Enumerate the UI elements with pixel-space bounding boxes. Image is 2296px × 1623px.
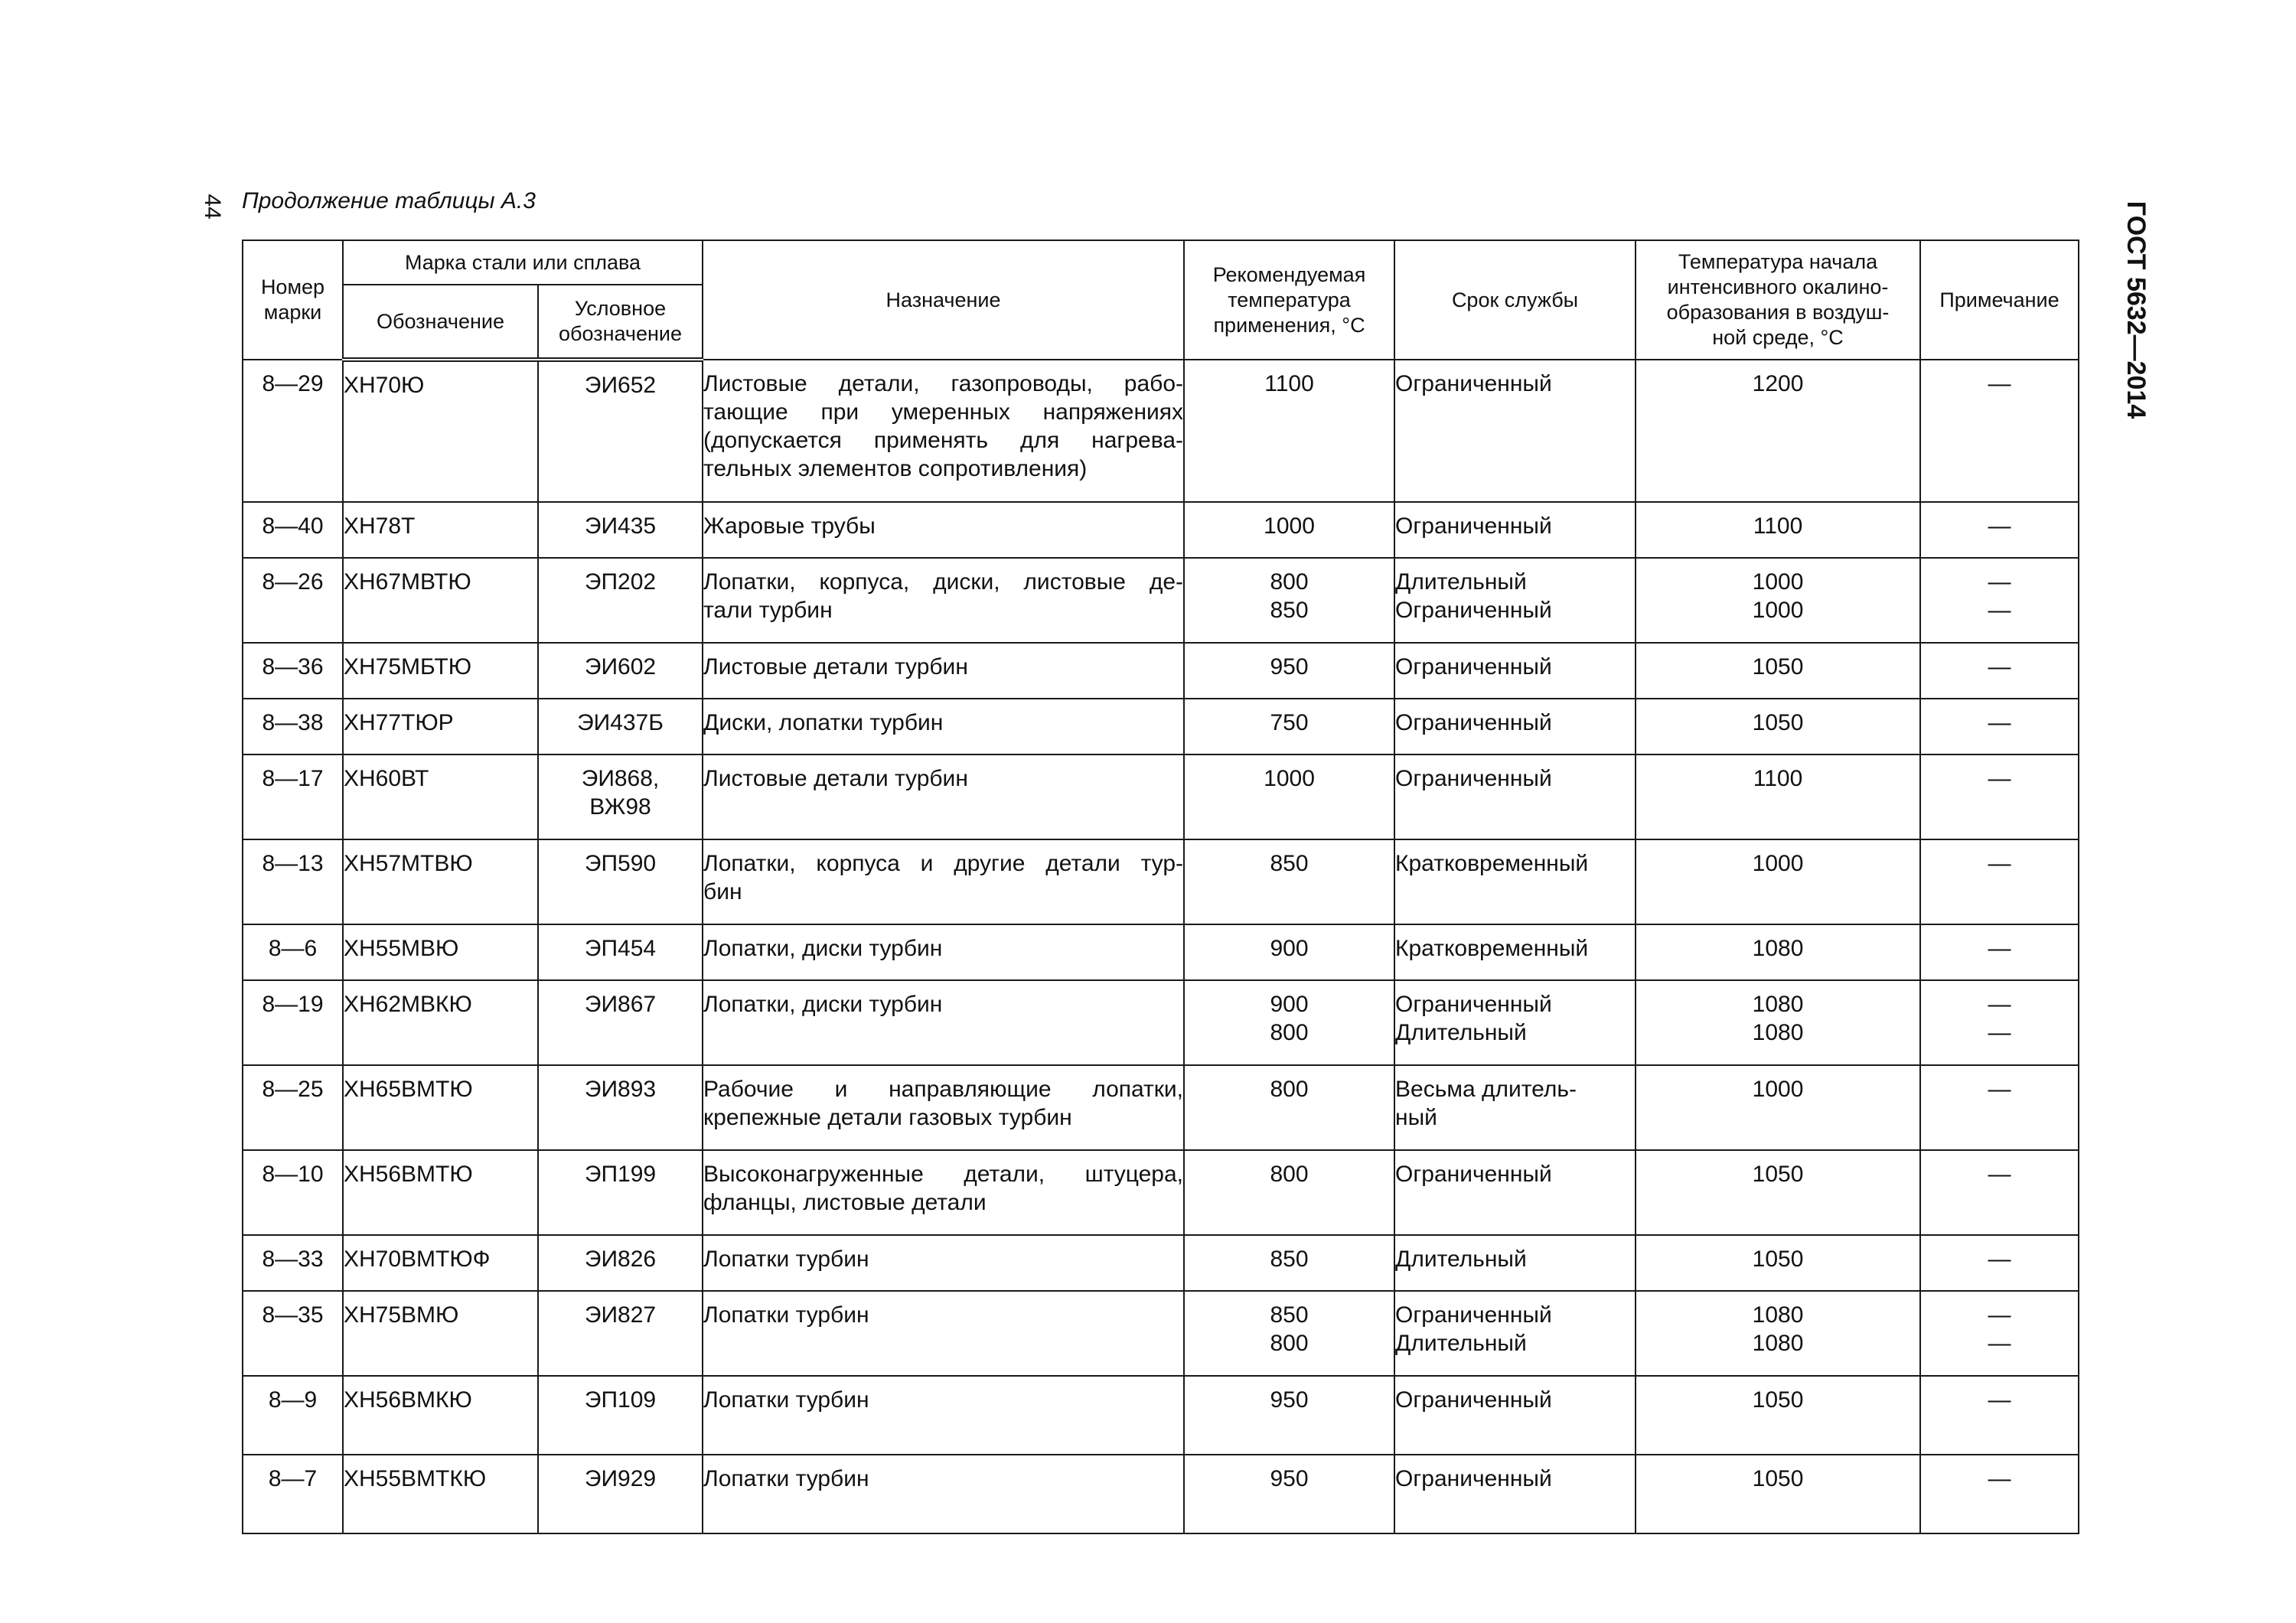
cell-line: 1100 bbox=[1264, 371, 1314, 396]
cell-grade-number: 8—29 bbox=[243, 360, 343, 502]
cell-conventional-designation bbox=[538, 699, 703, 754]
cell-line: — bbox=[1988, 1466, 2011, 1491]
cell-designation: ХН56ВМТЮ bbox=[343, 1150, 538, 1235]
cell-line: — bbox=[1988, 371, 2011, 396]
cell-note bbox=[1920, 980, 2079, 1065]
cell-line: 1000 bbox=[1752, 1077, 1804, 1102]
cell-service-life bbox=[1394, 980, 1636, 1065]
cell-grade-number: 8—40 bbox=[243, 502, 343, 558]
cell-line: — bbox=[1988, 1077, 2011, 1102]
cell-line: ЭП199 bbox=[584, 1162, 657, 1187]
cell-line: (допускается применять для нагрева- bbox=[703, 428, 1184, 453]
cell-grade-number: 8—7 bbox=[243, 1455, 343, 1533]
cell-purpose bbox=[703, 924, 1184, 980]
cell-designation: ХН55ВМТКЮ bbox=[343, 1455, 538, 1533]
cell-note bbox=[1920, 558, 2079, 643]
header-text: температура bbox=[1228, 288, 1351, 311]
cell-line: 1080 bbox=[1752, 992, 1804, 1017]
cell-scaling-temperature bbox=[1636, 839, 1920, 924]
cell-line: 1080 bbox=[1752, 1020, 1804, 1045]
cell-purpose bbox=[703, 502, 1184, 558]
cell-line: фланцы, листовые детали bbox=[703, 1190, 987, 1215]
standard-code: ГОСТ 5632—2014 bbox=[2122, 200, 2151, 419]
cell-line: ЭИ602 bbox=[584, 654, 657, 680]
header-text: Условное bbox=[574, 297, 667, 320]
cell-service-life bbox=[1394, 754, 1636, 839]
cell-scaling-temperature bbox=[1636, 502, 1920, 558]
cell-purpose bbox=[703, 1150, 1184, 1235]
cell-designation: ХН57МТВЮ bbox=[343, 839, 538, 924]
cell-line: 800 bbox=[1270, 1077, 1309, 1102]
header-text: Температура начала bbox=[1678, 250, 1878, 273]
cell-conventional-designation bbox=[538, 1150, 703, 1235]
cell-scaling-temperature bbox=[1636, 924, 1920, 980]
cell-line: тельных элементов сопротивления) bbox=[703, 456, 1088, 481]
cell-grade-number: 8—33 bbox=[243, 1235, 343, 1291]
cell-line: 800 bbox=[1270, 1331, 1309, 1356]
cell-line: Лопатки, корпуса, диски, листовые де- bbox=[703, 569, 1184, 595]
cell-line: ЭИ868, bbox=[581, 766, 660, 791]
cell-conventional-designation bbox=[538, 924, 703, 980]
cell-note bbox=[1920, 360, 2079, 502]
cell-line: 1000 bbox=[1752, 569, 1804, 595]
cell-grade-number: 8—25 bbox=[243, 1065, 343, 1150]
cell-note bbox=[1920, 1235, 2079, 1291]
cell-conventional-designation bbox=[538, 1291, 703, 1376]
cell-service-life bbox=[1394, 1235, 1636, 1291]
table-row bbox=[243, 924, 2079, 980]
cell-purpose bbox=[703, 1065, 1184, 1150]
table-row bbox=[243, 754, 2079, 839]
cell-line: Ограниченный bbox=[1395, 598, 1552, 623]
cell-purpose bbox=[703, 1376, 1184, 1455]
cell-line: Ограниченный bbox=[1395, 1466, 1552, 1491]
cell-line: Ограниченный bbox=[1395, 654, 1552, 680]
table-row bbox=[243, 643, 2079, 699]
cell-line: Ограниченный bbox=[1395, 1162, 1552, 1187]
cell-line: — bbox=[1988, 1302, 2011, 1328]
cell-recommended-temperature bbox=[1184, 1235, 1394, 1291]
cell-purpose bbox=[703, 980, 1184, 1065]
cell-note bbox=[1920, 1291, 2079, 1376]
cell-note bbox=[1920, 1376, 2079, 1455]
cell-purpose bbox=[703, 360, 1184, 502]
cell-line: ЭП454 bbox=[584, 936, 657, 961]
cell-designation: ХН75МБТЮ bbox=[343, 643, 538, 699]
cell-service-life bbox=[1394, 839, 1636, 924]
cell-line: 850 bbox=[1270, 1302, 1309, 1328]
cell-service-life bbox=[1394, 643, 1636, 699]
cell-line: ЭИ435 bbox=[584, 513, 657, 539]
cell-purpose bbox=[703, 1455, 1184, 1533]
cell-line: Кратковременный bbox=[1395, 851, 1589, 876]
cell-line: Лопатки турбин bbox=[703, 1302, 869, 1328]
cell-line: Длительный bbox=[1395, 1020, 1527, 1045]
table-row bbox=[243, 839, 2079, 924]
cell-designation: ХН56ВМКЮ bbox=[343, 1376, 538, 1455]
cell-line: Весьма длитель- bbox=[1395, 1077, 1577, 1102]
cell-purpose bbox=[703, 558, 1184, 643]
cell-grade-number: 8—17 bbox=[243, 754, 343, 839]
header-text: применения, °C bbox=[1213, 313, 1365, 337]
cell-note bbox=[1920, 699, 2079, 754]
cell-recommended-temperature bbox=[1184, 360, 1394, 502]
cell-line: 1080 bbox=[1752, 1331, 1804, 1356]
cell-line: 850 bbox=[1270, 598, 1309, 623]
cell-line: Длительный bbox=[1395, 1331, 1527, 1356]
table-row bbox=[243, 1150, 2079, 1235]
cell-line: — bbox=[1988, 598, 2011, 623]
cell-recommended-temperature bbox=[1184, 1065, 1394, 1150]
cell-recommended-temperature bbox=[1184, 1455, 1394, 1533]
cell-line: Кратковременный bbox=[1395, 936, 1589, 961]
cell-conventional-designation bbox=[538, 643, 703, 699]
cell-line: — bbox=[1988, 1247, 2011, 1272]
cell-designation: ХН75ВМЮ bbox=[343, 1291, 538, 1376]
cell-line: 800 bbox=[1270, 569, 1309, 595]
cell-line: ЭИ652 bbox=[584, 373, 657, 398]
header-purpose: Назначение bbox=[703, 240, 1184, 360]
cell-line: — bbox=[1988, 654, 2011, 680]
cell-line: Ограниченный bbox=[1395, 710, 1552, 735]
header-text: ной среде, °C bbox=[1712, 326, 1844, 349]
cell-designation: ХН70ВМТЮФ bbox=[343, 1235, 538, 1291]
cell-line: — bbox=[1988, 1162, 2011, 1187]
cell-note bbox=[1920, 1455, 2079, 1533]
cell-line: Ограниченный bbox=[1395, 371, 1552, 396]
cell-line: Длительный bbox=[1395, 569, 1527, 595]
cell-line: 750 bbox=[1270, 710, 1309, 735]
table-row bbox=[243, 699, 2079, 754]
table-row bbox=[243, 980, 2079, 1065]
cell-service-life bbox=[1394, 360, 1636, 502]
table-row bbox=[243, 1291, 2079, 1376]
cell-recommended-temperature bbox=[1184, 980, 1394, 1065]
cell-designation: ХН60ВТ bbox=[343, 754, 538, 839]
cell-line: Листовые детали турбин bbox=[703, 654, 968, 680]
cell-scaling-temperature bbox=[1636, 699, 1920, 754]
cell-conventional-designation bbox=[538, 754, 703, 839]
cell-service-life bbox=[1394, 1150, 1636, 1235]
cell-designation: ХН62МВКЮ bbox=[343, 980, 538, 1065]
header-grade-number bbox=[243, 240, 343, 360]
cell-line: — bbox=[1988, 936, 2011, 961]
cell-line: Ограниченный bbox=[1395, 513, 1552, 539]
header-conventional-designation bbox=[538, 285, 703, 360]
cell-note bbox=[1920, 924, 2079, 980]
cell-designation: ХН78Т bbox=[343, 502, 538, 558]
cell-grade-number: 8—10 bbox=[243, 1150, 343, 1235]
cell-line: 1050 bbox=[1752, 710, 1804, 735]
cell-line: ЭИ827 bbox=[584, 1302, 657, 1328]
cell-line: Ограниченный bbox=[1395, 992, 1552, 1017]
cell-line: Высоконагруженные детали, штуцера, bbox=[703, 1162, 1184, 1187]
cell-purpose bbox=[703, 699, 1184, 754]
cell-line: ЭП202 bbox=[584, 569, 657, 595]
cell-recommended-temperature bbox=[1184, 502, 1394, 558]
table-row bbox=[243, 1235, 2079, 1291]
cell-line: — bbox=[1988, 710, 2011, 735]
cell-grade-number: 8—26 bbox=[243, 558, 343, 643]
cell-recommended-temperature bbox=[1184, 924, 1394, 980]
cell-line: ЭИ867 bbox=[584, 992, 657, 1017]
cell-line: тали турбин bbox=[703, 598, 833, 623]
cell-note bbox=[1920, 1065, 2079, 1150]
cell-line: 1050 bbox=[1752, 1387, 1804, 1413]
cell-line: Рабочие и направляющие лопатки, bbox=[703, 1077, 1184, 1102]
cell-line: Лопатки турбин bbox=[703, 1247, 869, 1272]
table-row bbox=[243, 360, 2079, 502]
cell-grade-number: 8—6 bbox=[243, 924, 343, 980]
cell-service-life bbox=[1394, 502, 1636, 558]
cell-conventional-designation bbox=[538, 1455, 703, 1533]
cell-purpose bbox=[703, 1291, 1184, 1376]
header-recommended-temperature bbox=[1184, 240, 1394, 360]
cell-recommended-temperature bbox=[1184, 1150, 1394, 1235]
header-steel-group: Марка стали или сплава bbox=[343, 240, 703, 285]
cell-service-life bbox=[1394, 924, 1636, 980]
cell-line: Лопатки турбин bbox=[703, 1466, 869, 1491]
cell-line: 1050 bbox=[1752, 1466, 1804, 1491]
cell-recommended-temperature bbox=[1184, 1291, 1394, 1376]
cell-purpose bbox=[703, 1235, 1184, 1291]
cell-service-life bbox=[1394, 558, 1636, 643]
cell-line: Ограниченный bbox=[1395, 1387, 1552, 1413]
cell-line: Лопатки, диски турбин bbox=[703, 992, 943, 1017]
cell-recommended-temperature bbox=[1184, 839, 1394, 924]
table-row bbox=[243, 1065, 2079, 1150]
cell-service-life bbox=[1394, 1376, 1636, 1455]
cell-line: 1000 bbox=[1752, 851, 1804, 876]
cell-note bbox=[1920, 502, 2079, 558]
cell-line: 900 bbox=[1270, 992, 1309, 1017]
cell-recommended-temperature bbox=[1184, 558, 1394, 643]
cell-line: — bbox=[1988, 513, 2011, 539]
cell-line: ЭИ826 bbox=[584, 1247, 657, 1272]
cell-designation: ХН70Ю bbox=[343, 360, 538, 502]
cell-designation: ХН77ТЮР bbox=[343, 699, 538, 754]
cell-line: тающие при умеренных напряжениях bbox=[703, 399, 1184, 425]
cell-line: ный bbox=[1395, 1105, 1437, 1130]
cell-service-life bbox=[1394, 1065, 1636, 1150]
cell-line: — bbox=[1988, 851, 2011, 876]
cell-line: Жаровые трубы bbox=[703, 513, 876, 539]
cell-scaling-temperature bbox=[1636, 1376, 1920, 1455]
cell-grade-number: 8—19 bbox=[243, 980, 343, 1065]
cell-line: 1100 bbox=[1753, 513, 1803, 539]
cell-line: — bbox=[1988, 1020, 2011, 1045]
cell-line: 1050 bbox=[1752, 1162, 1804, 1187]
cell-line: ВЖ98 bbox=[589, 794, 651, 820]
cell-scaling-temperature bbox=[1636, 1291, 1920, 1376]
cell-line: 950 bbox=[1270, 1466, 1309, 1491]
table-body bbox=[243, 360, 2079, 1533]
cell-line: ЭП109 bbox=[584, 1387, 657, 1413]
cell-recommended-temperature bbox=[1184, 699, 1394, 754]
cell-service-life bbox=[1394, 1455, 1636, 1533]
cell-line: 1100 bbox=[1753, 766, 1803, 791]
cell-purpose bbox=[703, 839, 1184, 924]
cell-conventional-designation bbox=[538, 360, 703, 502]
cell-service-life bbox=[1394, 699, 1636, 754]
cell-line: Диски, лопатки турбин bbox=[703, 710, 944, 735]
cell-line: — bbox=[1988, 1387, 2011, 1413]
cell-line: — bbox=[1988, 766, 2011, 791]
header-service-life: Срок службы bbox=[1394, 240, 1636, 360]
page-number: 44 bbox=[200, 194, 225, 220]
table-row bbox=[243, 502, 2079, 558]
cell-line: 1080 bbox=[1752, 1302, 1804, 1328]
cell-line: 850 bbox=[1270, 851, 1309, 876]
cell-line: ЭИ929 bbox=[584, 1466, 657, 1491]
cell-line: — bbox=[1988, 1331, 2011, 1356]
header-note: Примечание bbox=[1920, 240, 2079, 360]
alloy-table bbox=[242, 240, 2079, 1534]
cell-line: Ограниченный bbox=[1395, 766, 1552, 791]
cell-line: 1050 bbox=[1752, 1247, 1804, 1272]
cell-service-life bbox=[1394, 1291, 1636, 1376]
cell-line: бин bbox=[703, 879, 742, 904]
cell-designation: ХН55МВЮ bbox=[343, 924, 538, 980]
cell-scaling-temperature bbox=[1636, 980, 1920, 1065]
cell-conventional-designation bbox=[538, 502, 703, 558]
table-row bbox=[243, 1455, 2079, 1533]
cell-grade-number: 8—36 bbox=[243, 643, 343, 699]
cell-line: 950 bbox=[1270, 1387, 1309, 1413]
cell-line: 1000 bbox=[1752, 598, 1804, 623]
cell-recommended-temperature bbox=[1184, 643, 1394, 699]
cell-scaling-temperature bbox=[1636, 754, 1920, 839]
cell-line: Ограниченный bbox=[1395, 1302, 1552, 1328]
cell-note bbox=[1920, 643, 2079, 699]
cell-grade-number: 8—38 bbox=[243, 699, 343, 754]
cell-scaling-temperature bbox=[1636, 558, 1920, 643]
cell-grade-number: 8—35 bbox=[243, 1291, 343, 1376]
table-caption: Продолжение таблицы А.3 bbox=[242, 188, 536, 213]
cell-line: Длительный bbox=[1395, 1247, 1527, 1272]
header-text: марки bbox=[263, 301, 322, 324]
cell-line: Лопатки, корпуса и другие детали тур- bbox=[703, 851, 1184, 876]
cell-note bbox=[1920, 1150, 2079, 1235]
cell-line: Листовые детали турбин bbox=[703, 766, 968, 791]
cell-conventional-designation bbox=[538, 1065, 703, 1150]
cell-line: 900 bbox=[1270, 936, 1309, 961]
cell-line: 1050 bbox=[1752, 654, 1804, 680]
header-text: обозначение bbox=[559, 322, 682, 345]
cell-scaling-temperature bbox=[1636, 1150, 1920, 1235]
cell-conventional-designation bbox=[538, 558, 703, 643]
header-designation: Обозначение bbox=[343, 285, 538, 360]
cell-line: Листовые детали, газопроводы, рабо- bbox=[703, 371, 1184, 396]
cell-recommended-temperature bbox=[1184, 1376, 1394, 1455]
cell-scaling-temperature bbox=[1636, 1235, 1920, 1291]
cell-line: — bbox=[1988, 992, 2011, 1017]
cell-line: Лопатки, диски турбин bbox=[703, 936, 943, 961]
cell-scaling-temperature bbox=[1636, 1065, 1920, 1150]
cell-conventional-designation bbox=[538, 1376, 703, 1455]
cell-recommended-temperature bbox=[1184, 754, 1394, 839]
cell-designation: ХН65ВМТЮ bbox=[343, 1065, 538, 1150]
cell-note bbox=[1920, 839, 2079, 924]
cell-scaling-temperature bbox=[1636, 360, 1920, 502]
cell-line: 1200 bbox=[1752, 371, 1804, 396]
cell-line: ЭП590 bbox=[584, 851, 657, 876]
header-text: интенсивного окалино- bbox=[1667, 275, 1889, 298]
table-row bbox=[243, 1376, 2079, 1455]
cell-line: 1000 bbox=[1264, 513, 1315, 539]
cell-conventional-designation bbox=[538, 980, 703, 1065]
cell-line: 800 bbox=[1270, 1162, 1309, 1187]
cell-line: ЭИ437Б bbox=[577, 710, 664, 735]
cell-line: 1080 bbox=[1752, 936, 1804, 961]
header-text: Номер bbox=[260, 275, 325, 298]
cell-line: крепежные детали газовых турбин bbox=[703, 1105, 1072, 1130]
cell-purpose bbox=[703, 754, 1184, 839]
cell-line: 800 bbox=[1270, 1020, 1309, 1045]
table-row bbox=[243, 558, 2079, 643]
cell-grade-number: 8—9 bbox=[243, 1376, 343, 1455]
header-text: образования в воздуш- bbox=[1666, 301, 1890, 324]
cell-scaling-temperature bbox=[1636, 1455, 1920, 1533]
header-scaling-temperature bbox=[1636, 240, 1920, 360]
cell-conventional-designation bbox=[538, 1235, 703, 1291]
cell-grade-number: 8—13 bbox=[243, 839, 343, 924]
cell-line: ЭИ893 bbox=[584, 1077, 657, 1102]
cell-designation: ХН67МВТЮ bbox=[343, 558, 538, 643]
cell-conventional-designation bbox=[538, 839, 703, 924]
cell-note bbox=[1920, 754, 2079, 839]
cell-purpose bbox=[703, 643, 1184, 699]
cell-line: 950 bbox=[1270, 654, 1309, 680]
cell-scaling-temperature bbox=[1636, 643, 1920, 699]
cell-line: — bbox=[1988, 569, 2011, 595]
cell-line: 1000 bbox=[1264, 766, 1315, 791]
header-text: Рекомендуемая bbox=[1212, 262, 1366, 286]
cell-line: Лопатки турбин bbox=[703, 1387, 869, 1413]
cell-line: 850 bbox=[1270, 1247, 1309, 1272]
